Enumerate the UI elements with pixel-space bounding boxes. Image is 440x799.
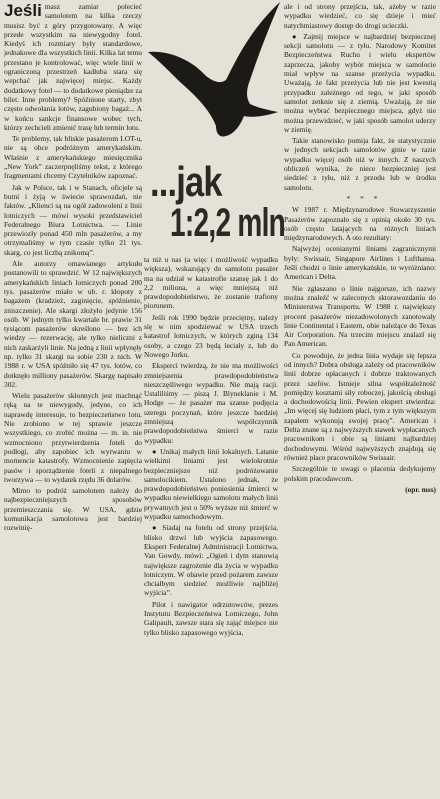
- paragraph: Szczególnie te uwagi o płacenia dedykujemy polskim pracodawcom.: [284, 464, 436, 483]
- lead-text: masz zamiar polecieć samolotem na kilka rzeczy musisz być z góry przygotowany. A więc przede wszystkim na niewygodny fotel. Kiedyś ich rozmiary były standardowe, jednakowe dla wszystkich linii. Kilka lat temu przestano je kontrolować, więc wiele linii w ograniczoną przestrzeń kadłuba stara się wepchać jak najwięcej miejsc. Każdy dodatkowy fotel — to dodatkowe pieniądze za bilet. Inne problemy? Spóźnione starty, zbyt często odwołania lotów, zagubiony bagaż... A w końcu sankcje finansowe wobec tych, którzy zechcieli zmienić trasę lub termin lotu.: [4, 2, 142, 132]
- paragraph: Pilot i nawigator odrzutowców, prezes Instytutu Bezpieczeństwa Lotniczego, John Galipault, zawsze stara się zająć miejsce nie tylko blisko zapasowego wyjścia,: [144, 599, 278, 637]
- paragraph: Jak w Polsce, tak i w Stanach, oficjele są butni i żyją w świecie sprawozdań, nie faktów. „Klienci są na ogół zadowoleni z linii lotniczych — mówi wysoki przedstawiciel Federalnego Biura Lotnictwa. — Linie przewiozły ponad 450 mln pasażerów, a my otrzymaliśmy w tym czasie tylko 21 tys. skarg, co jest liczbą znikomą”.: [4, 182, 142, 257]
- paragraph: Nie zgłaszano o linie najgorsze, ich nazwy można znaleźć w zaleconych sktorawozdaniu do Ministerstwa Transportu. W 1988 r. największy procent pasażerów niezadowolonych zanotowały linie Continental i Eastern, obie należące do Texas Air Corporation. Na trzecim miejscu znalazł się Pan American.: [284, 283, 436, 349]
- paragraph: Wielu pasażerów skłonnych jest machnąć ręką na te niewygody, jedyne, co ich naprawdę interesuje, to bezpieczeństwo lotu. Nie zrobiono w tej sprawie jeszcze wszystkiego, co zrobić można — m. in. nie wzmocniono przytwierdzenia foteli do podłogi, aby zapobiec ich wyrwaniu w momencie katastrofy. Wzmocnienie zapięcia pasów i sporządzenie foteli z niepalnego tworzywa — to wydatek rzędu 36 dolarów.: [4, 391, 142, 484]
- column-2: [144, 255, 278, 639]
- paragraph: ta niż u nas (a więc i możliwość wypadku większa), wskazujący do samolotu pasażer ma na udział w katastrofie szansę jak 1 do 2,2 miliona, a więc mniejszą niż prawdopodobieństwo, że zostanie trafiony piorunem.: [144, 255, 278, 311]
- headline-line-1: ...jak: [150, 158, 222, 205]
- paragraph: ● Siadaj na fotelu od strony przejścia, blisko drzwi lub wyjścia zapasowego. Ekspert Federalnej Administracji Lotnictwa, Van Gowdy, mówi: „Ogień i dym stanowią największe zagrożenie dla życia w wypadku lotniczym. W obawie przed pożarem zawsze chciałbym siedzieć możliwie najbliżej wyjścia”.: [144, 523, 278, 598]
- author-signature: (opr. mss): [405, 484, 436, 494]
- paragraph: ● Unikaj małych linii lokalnych. Latanie wielkimi liniami jest wielokrotnie bezpieczniejsze niż podróżowanie samolocikiem. Ustalono jednak, że prawdopodobieństwo poniesienia śmierci w wypadku niewielkiego samolotu małych linii prywatnych jest o 50% wyższe niż śmierć w wypadku samochodowym.: [144, 446, 278, 522]
- paragraph: Te problemy, tak bliskie pasażerom LOT-u, nie są obce podróżnym amerykańskim. Właśnie z amerykańskiego miesięcznika „New York” zaczerpnęliśmy tekst, z którego fragmentami chcemy Czytelników zapoznać.: [4, 134, 142, 181]
- paragraph: Jeśli rok 1990 będzie przeciętny, należy się w nim spodziewać w USA trzech katastrof lotniczych, w których zginą 134 osoby, a czego 23 będą leciały z, lub do Nowego Jorku.: [144, 312, 278, 359]
- column-3: [284, 2, 436, 496]
- paragraph: Najwyżej ocenianymi liniami zagranicznymi były: Swissair, Singapore Airlines i Lufthansa. Jeśli chodzi o linie amerykańskie, to wyróżniano: American i Delta.: [284, 244, 436, 282]
- paragraph: Eksperci twierdzą, że nie ma możliwości zmniejszenia prawdopodobieństwa nieszczęśliwego wypadku. Nie mają racji. Ustaliliśmy — piszą J. Blyneklanie i M. Hodge — że pasażer ma szanse podjęcia szeregu poczynań, które jeszcze bardziej zmniejszą współczynnik prawdopodobieństwa śmierci w razie wypadku:: [144, 361, 278, 445]
- headline: [150, 158, 286, 245]
- paragraph: ● Zajmij miejsce w najbardziej bezpiecznej sekcji samolotu — z tyłu. Narodowy Komitet Bezpieczeństwa Ruchu i wielu ekspertów zaprzecza, jakoby wybór miejsca w samolocie miał wpływ na szanse przeżycia wypadku. Uważają, że fakt przeżycia lub nie jest kwestią przypadku zależnego od tego, w jaki sposób samolot zetknie się z ziemią. Uważają, że nie można wybrać bezpiecznego miejsca, gdyż nie można przewidzieć, w jaki sposób samolot uderzy w ziemię.: [284, 31, 436, 134]
- column-1: [4, 2, 142, 535]
- headline-line-2: 1:2,2 mln: [170, 201, 286, 245]
- paragraph: Ale autorzy omawianego artykułu postanowili to sprawdzić. W 12 największych amerykańskich liniach lotniczych ponad 200 tys. pasażerów miało w ub. r. kłopoty z bagażem (kradzież, zaginięcie, spóźnienie, zniszczenie). Ale skargi złożyło jedynie 156 osób. W jednym tylko kwartale br. prawie 31 tysiącom pasażerów skreślono — bez ich wiedzy — rezerwację, ale tylko nieliczni z nich zaskarżyli linie. Na jedną z linii wpłynęły np. tylko 31 skargi na sobie 230 z nich. W 1988 r. w USA spóźniło się 47 tys. lotów, co dotknęło milliony pasażerów. Skargę napisało 302.: [4, 259, 142, 389]
- paragraph: Co powoduje, że jedna linia wydaje się lepsza od innych? Dobra obsługa zależy od pracowników linii dobrze opłacanych i dobrze traktowanych przez szefów. Istnieje silna współzależność pomiędzy kosztami siły roboczej, jakością obsługi a dochodowością linii. Pewien ekspert stwierdza: „Im więcej się ludziom płaci, tym z tym większym zapałem wykonują swojej pracę”. American i Delta znane są z najwyższych stawek wypłacanych pracownikom i obie są liniami najbardziej dochodowymi. Wśród najwyższych znajdują się również płace pracowników Swissair.: [284, 350, 436, 462]
- dropcap-word: Jeśli: [4, 1, 42, 20]
- section-separator: * * *: [346, 193, 382, 203]
- paragraph: W 1987 r. Międzynarodowe Stowarzyszenie Pasażerów zapoznało się z opinią około 30 tys. osób często latających na różnych liniach międzynarodowych. A oto rezultaty:: [284, 205, 436, 243]
- lead-paragraph: [4, 2, 142, 132]
- paragraph: Takie stanowisko pomija fakt, że statystycznie w jednych sekcjach samolotów ginie w razie wypadku więcej osób niż w innych. Z naszych obliczeń wynika, że niece bezpieczniej jest siedzieć z tyłu, niż z przodu lub w środku samolotu.: [284, 136, 436, 192]
- paragraph: ale i od strony przejścia, tak, ażeby w razie wypadku wiedzieć, co się dzieje i mieć natychmiastowy dostęp do drogi ucieczki.: [284, 2, 436, 30]
- paragraph: Mimo to podróż samolotem należy do najbezpieczniejszych sposobów przemieszczania się. W USA, gdzie komunikacja samolotowa jest bardziej rozwinię-: [4, 486, 142, 533]
